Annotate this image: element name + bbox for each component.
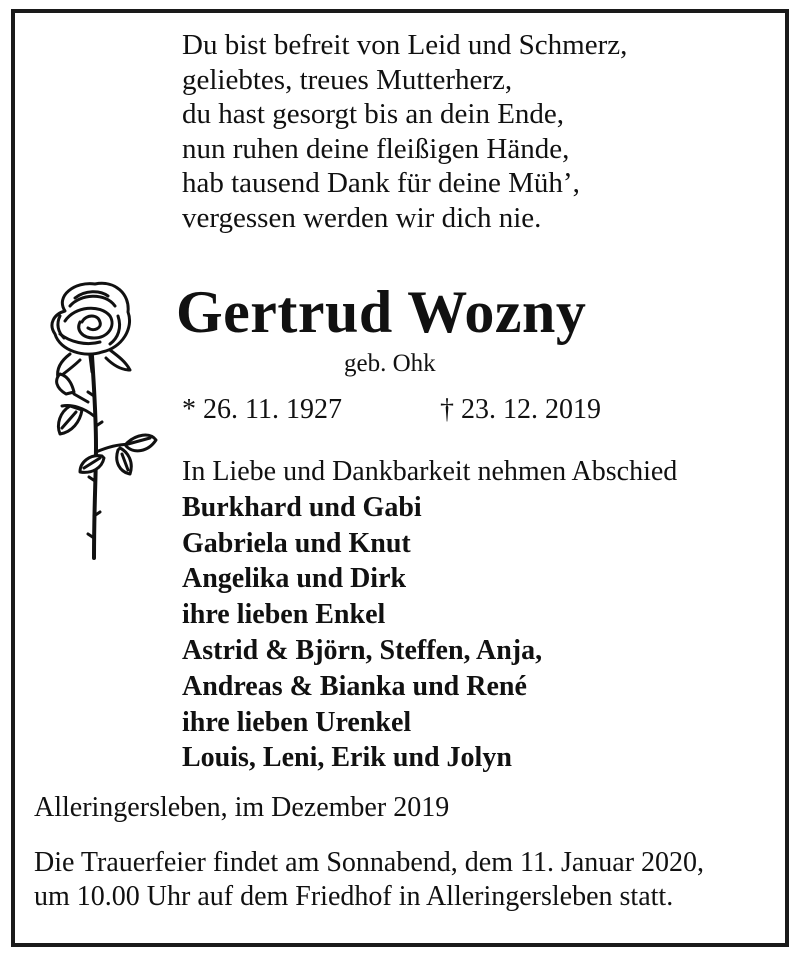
- mourner-line: Andreas & Bianka und René: [182, 670, 527, 702]
- mourner-line: ihre lieben Enkel: [182, 599, 386, 631]
- mourners-list: [182, 454, 677, 776]
- place-and-date: Alleringersleben, im Dezember 2019: [34, 792, 450, 823]
- mourner-line: Angelika und Dirk: [182, 563, 407, 595]
- poem-line: geliebtes, treues Mutterherz,: [182, 63, 513, 96]
- mourner-line: Astrid & Björn, Steffen, Anja,: [182, 634, 543, 666]
- mourner-line: Burkhard und Gabi: [182, 491, 422, 523]
- mourner-line: Louis, Leni, Erik und Jolyn: [182, 742, 512, 774]
- funeral-service-notice: [34, 846, 704, 914]
- poem-line: vergessen werden wir dich nie.: [182, 201, 542, 234]
- birth-date: * 26. 11. 1927: [182, 394, 342, 425]
- poem-line: du hast gesorgt bis an dein Ende,: [182, 98, 565, 130]
- poem-line: nun ruhen deine fleißigen Hände,: [182, 132, 570, 165]
- poem-line: hab tausend Dank für deine Müh’,: [182, 167, 580, 199]
- rose-icon: [30, 276, 160, 566]
- service-line: Die Trauerfeier findet am Sonnabend, dem 11. Januar 2020,: [34, 847, 705, 878]
- death-date: † 23. 12. 2019: [440, 394, 601, 425]
- mourner-line: Gabriela und Knut: [182, 527, 411, 559]
- deceased-name: Gertrud Wozny: [176, 279, 587, 345]
- poem-line: Du bist befreit von Leid und Schmerz,: [182, 29, 628, 61]
- maiden-name: geb. Ohk: [344, 350, 436, 377]
- service-line: um 10.00 Uhr auf dem Friedhof in Alleringersleben statt.: [34, 881, 674, 912]
- mourners-intro: In Liebe und Dankbarkeit nehmen Abschied: [182, 456, 678, 487]
- mourner-line: ihre lieben Urenkel: [182, 706, 412, 738]
- memorial-poem: [182, 28, 627, 235]
